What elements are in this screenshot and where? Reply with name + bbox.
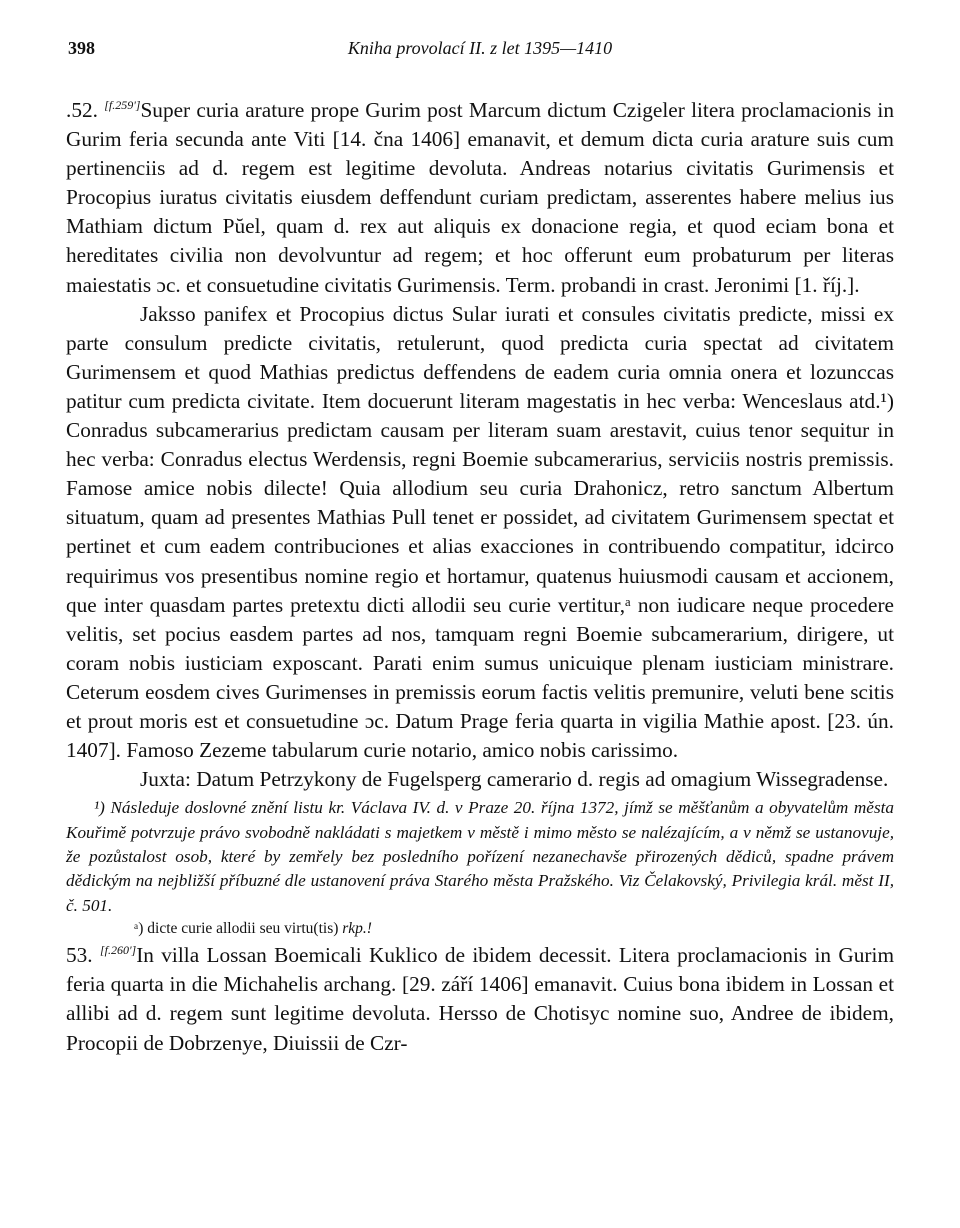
- page-number: 398: [68, 38, 95, 58]
- entry-53-text: In villa Lossan Boemicali Kuklico de ibidem decessit. Litera proclamacionis in Gurim feria quarta in die Michahelis archang. [29. září 1406] emanavit. Cuius bona ibidem in Lossan et allibi ad d. regem sunt legitime devoluta. Hersso de Chotisyc nomine suo, Andree de ibidem, Procopii de Dobrzenye, Diuissii de Czr-: [66, 943, 895, 1055]
- entry-53: [66, 941, 894, 1057]
- entry-52-paragraph-1: [66, 96, 894, 300]
- running-title: Kniha provolací II. z let 1395—1410: [347, 38, 613, 58]
- entry-53-number: 53.: [66, 943, 93, 968]
- footnote-a-source: rkp.!: [342, 920, 372, 938]
- entry-52-paragraph-3: Juxta: Datum Petrzykony de Fugelsperg camerario d. regis ad omagium Wissegradense.: [140, 767, 889, 792]
- footnote-a: [66, 918, 894, 940]
- entry-53-paragraph: [66, 941, 894, 1057]
- entry-52-number: .52.: [66, 98, 98, 122]
- entry-52-text-1: Super curia arature prope Gurim post Marcum dictum Czigeler litera proclamacionis in Gurim feria secunda ante Viti [14. čna 1406] emanavit, et demum dicta curia arature suis cum pertinenciis ad d. regem est legitime devoluta. Andreas notarius civitatis Gurimensis et Procopius iuratus civitatis eiusdem deffendunt curiam predictam, asserentes habere melius ius Mathiam dictum Pŭel, quam d. rex aut aliquis ex donacione regia, et quod eciam bona et hereditates civilia non devolvuntur ad regem; et hoc offerunt eum probaturum per literas maiestatis ɔc. et consuetudine civitatis Gurimensis. Term. probandi in crast. Jeronimi [1. říj.].: [66, 98, 894, 297]
- page-header: [66, 38, 894, 64]
- entry-53-folio: [f.260']: [99, 943, 137, 958]
- entry-52-folio: [f.259']: [104, 97, 141, 112]
- footnote-a-text: ᵃ) dicte curie allodii seu virtu(tis): [134, 920, 339, 938]
- entry-52-paragraph-2: Jaksso panifex et Procopius dictus Sular iurati et consules civitatis predicte, missi ex parte consulum predicte civitatis, retulerunt, quod predicta curia spectat ad civitatem Gurimensem et quod Mathias predictus deffendens de eadem curia omnia onera et lozunccas patitur cum predicta civitate. Item docuerunt literam magestatis in hec verba: Wenceslaus atd.¹) Conradus subcamerarius predictam causam per literam suam arestavit, cuius tenor sequitur in hec verba: Conradus electus Werdensis, regni Boemie subcamerarius, serviciis nostris premissis. Famose amice nobis dilecte! Quia allodium seu curia Drahonicz, retro sanctum Albertum situatum, quam ad presentes Mathias Pull tenet er possidet, ad civitatem Gurimensem spectat et pertinet et cum eadem contribuciones et alias exacciones in contribuendo compatitur, idcirco requirimus vos presentibus nomine regio et hortamur, quatenus huiusmodi causam et accionem, que inter quasdam partes pretextu dicti allodii seu curie vertitur,ᵃ non iudicare neque procedere velitis, set pocius easdem partes ad nos, tamquam regni Boemie subcamerarium, dirigere, ut coram nobis iusticiam exposcant. Parati enim sumus unicuique plenam iusticiam ministrare. Ceterum eosdem cives Gurimenses in premissis eorum factis velitis premunire, veluti bene scitis et prout moris est et consuetudine ɔc. Datum Prage feria quarta in vigilia Mathie apost. [23. ún. 1407]. Famoso Zezeme tabularum curie notario, amico nobis carissimo.: [66, 301, 894, 763]
- footnotes: [66, 796, 894, 940]
- entry-52: [66, 96, 894, 794]
- document-page: [66, 38, 894, 1058]
- footnote-1: ¹) Následuje doslovné znění listu kr. Václava IV. d. v Praze 20. října 1372, jímž se měšťanům a obyvatelům města Kouřimě potvrzuje právo svobodně nakládati s majetkem v městě i mimo město se nalézajícím, a v němž se ustanovuje, že pozůstalost osob, které by zemřely bez posledního pořízení nezanechavše přirozených dědiců, spadne právem dědickým na nejbližší příbuzné dle ustanovení práva Starého města Pražského. Viz Čelakovský, Privilegia král. měst II, č. 501.: [66, 798, 894, 915]
